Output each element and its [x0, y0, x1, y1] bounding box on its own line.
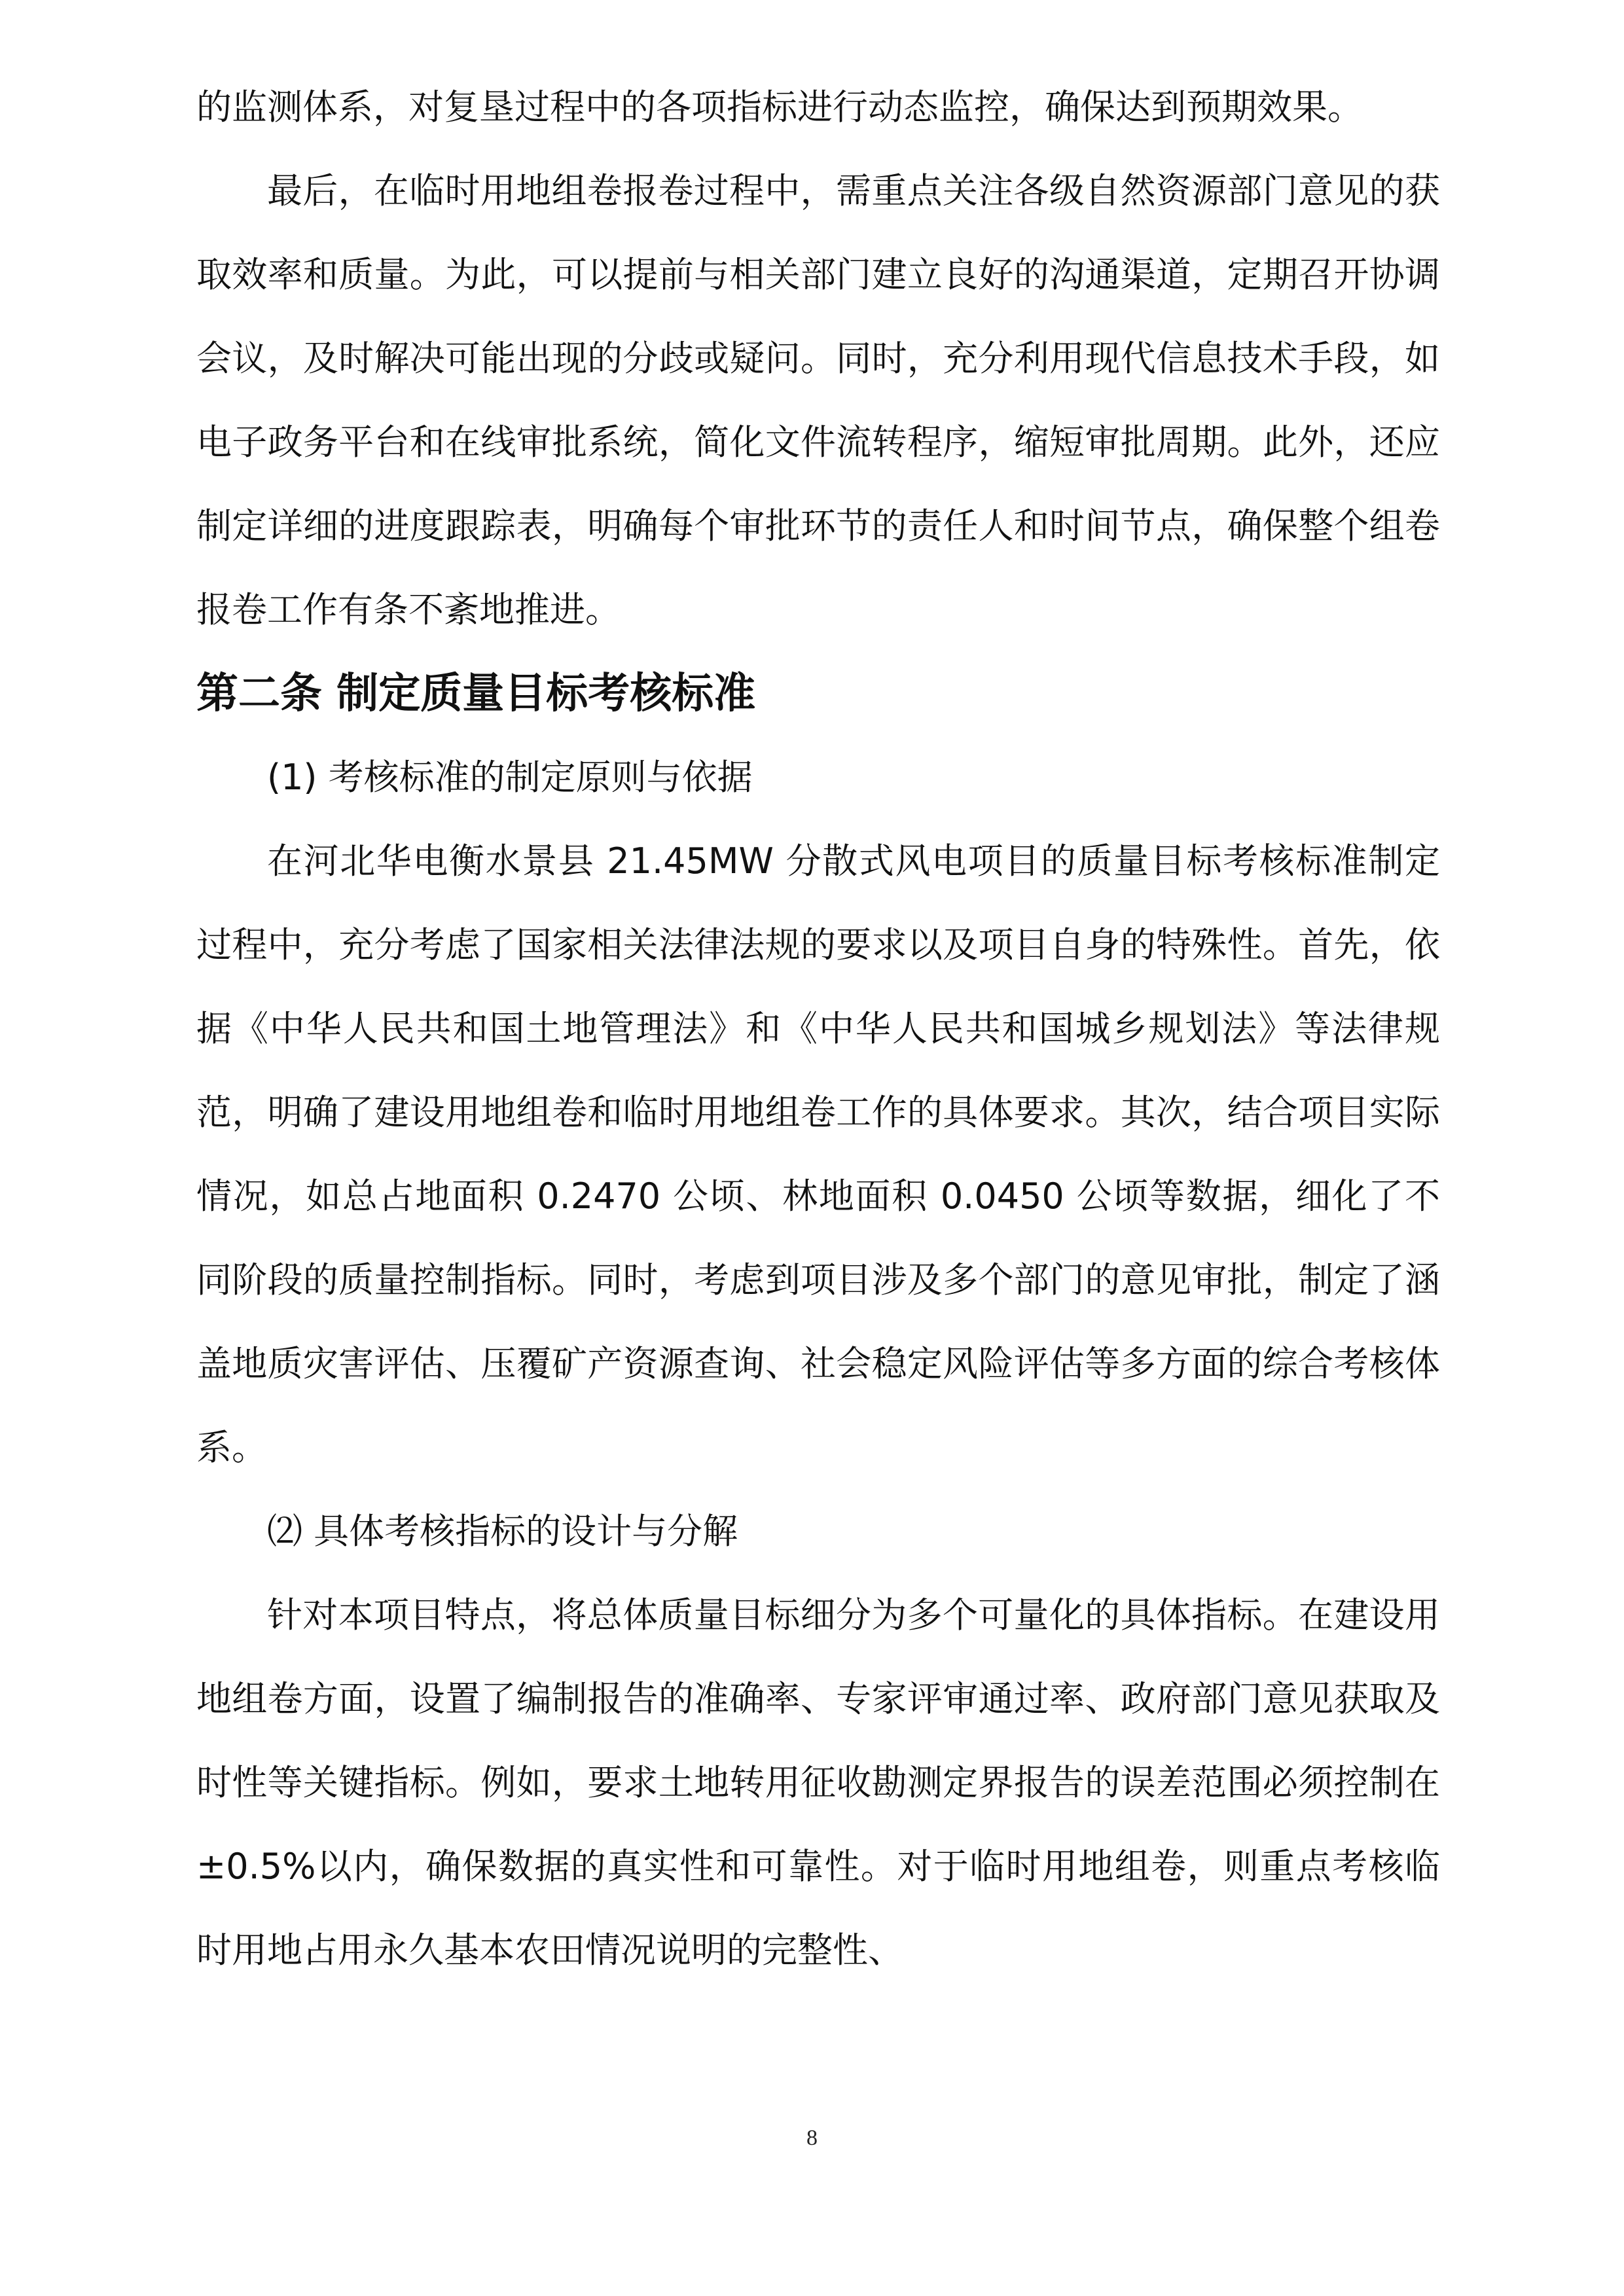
subheading-indicators: ⑵ 具体考核指标的设计与分解: [267, 1511, 738, 1552]
paragraph-indicators: 针对本项目特点，将总体质量目标细分为多个可量化的具体指标。在建设用地组卷方面，设置了编制报告的准确率、专家评审通过率、政府部门意见获取及时性等关键指标。例如，要求土地转用征收勘测定界报告的误差范围必须控制在±0.5%以内，确保数据的真实性和可靠性。对于临时用地组卷，则重点考核临时用地占用永久基本农田情况说明的完整性、: [196, 1594, 1440, 1971]
paragraph-principles: 在河北华电衡水景县 21.45MW 分散式风电项目的质量目标考核标准制定过程中，充分考虑了国家相关法律法规的要求以及项目自身的特殊性。首先，依据《中华人民共和国土地管理法》和《中华人民共和国城乡规划法》等法律规范，明确了建设用地组卷和临时用地组卷工作的具体要求。其次，结合项目实际情况，如总占地面积 0.2470 公顷、林地面积 0.0450 公顷等数据，细化了不同阶段的质量控制指标。同时，考虑到项目涉及多个部门的意见审批，制定了涵盖地质灾害评估、压覆矿产资源查询、社会稳定风险评估等多方面的综合考核体系。: [196, 840, 1440, 1468]
section-heading: 第二条 制定质量目标考核标准: [196, 670, 756, 718]
subheading-principles: (1) 考核标准的制定原则与依据: [267, 757, 753, 798]
document-page: [196, 65, 1440, 2199]
paragraph-continuation: 的监测体系，对复垦过程中的各项指标进行动态监控，确保达到预期效果。: [196, 86, 1363, 128]
page-number: 8: [806, 2126, 818, 2150]
paragraph-approval-efficiency: 最后，在临时用地组卷报卷过程中，需重点关注各级自然资源部门意见的获取效率和质量。为此，可以提前与相关部门建立良好的沟通渠道，定期召开协调会议，及时解决可能出现的分歧或疑问。同时，充分利用现代信息技术手段，如电子政务平台和在线审批系统，简化文件流转程序，缩短审批周期。此外，还应制定详细的进度跟踪表，明确每个审批环节的责任人和时间节点，确保整个组卷报卷工作有条不紊地推进。: [196, 170, 1440, 630]
